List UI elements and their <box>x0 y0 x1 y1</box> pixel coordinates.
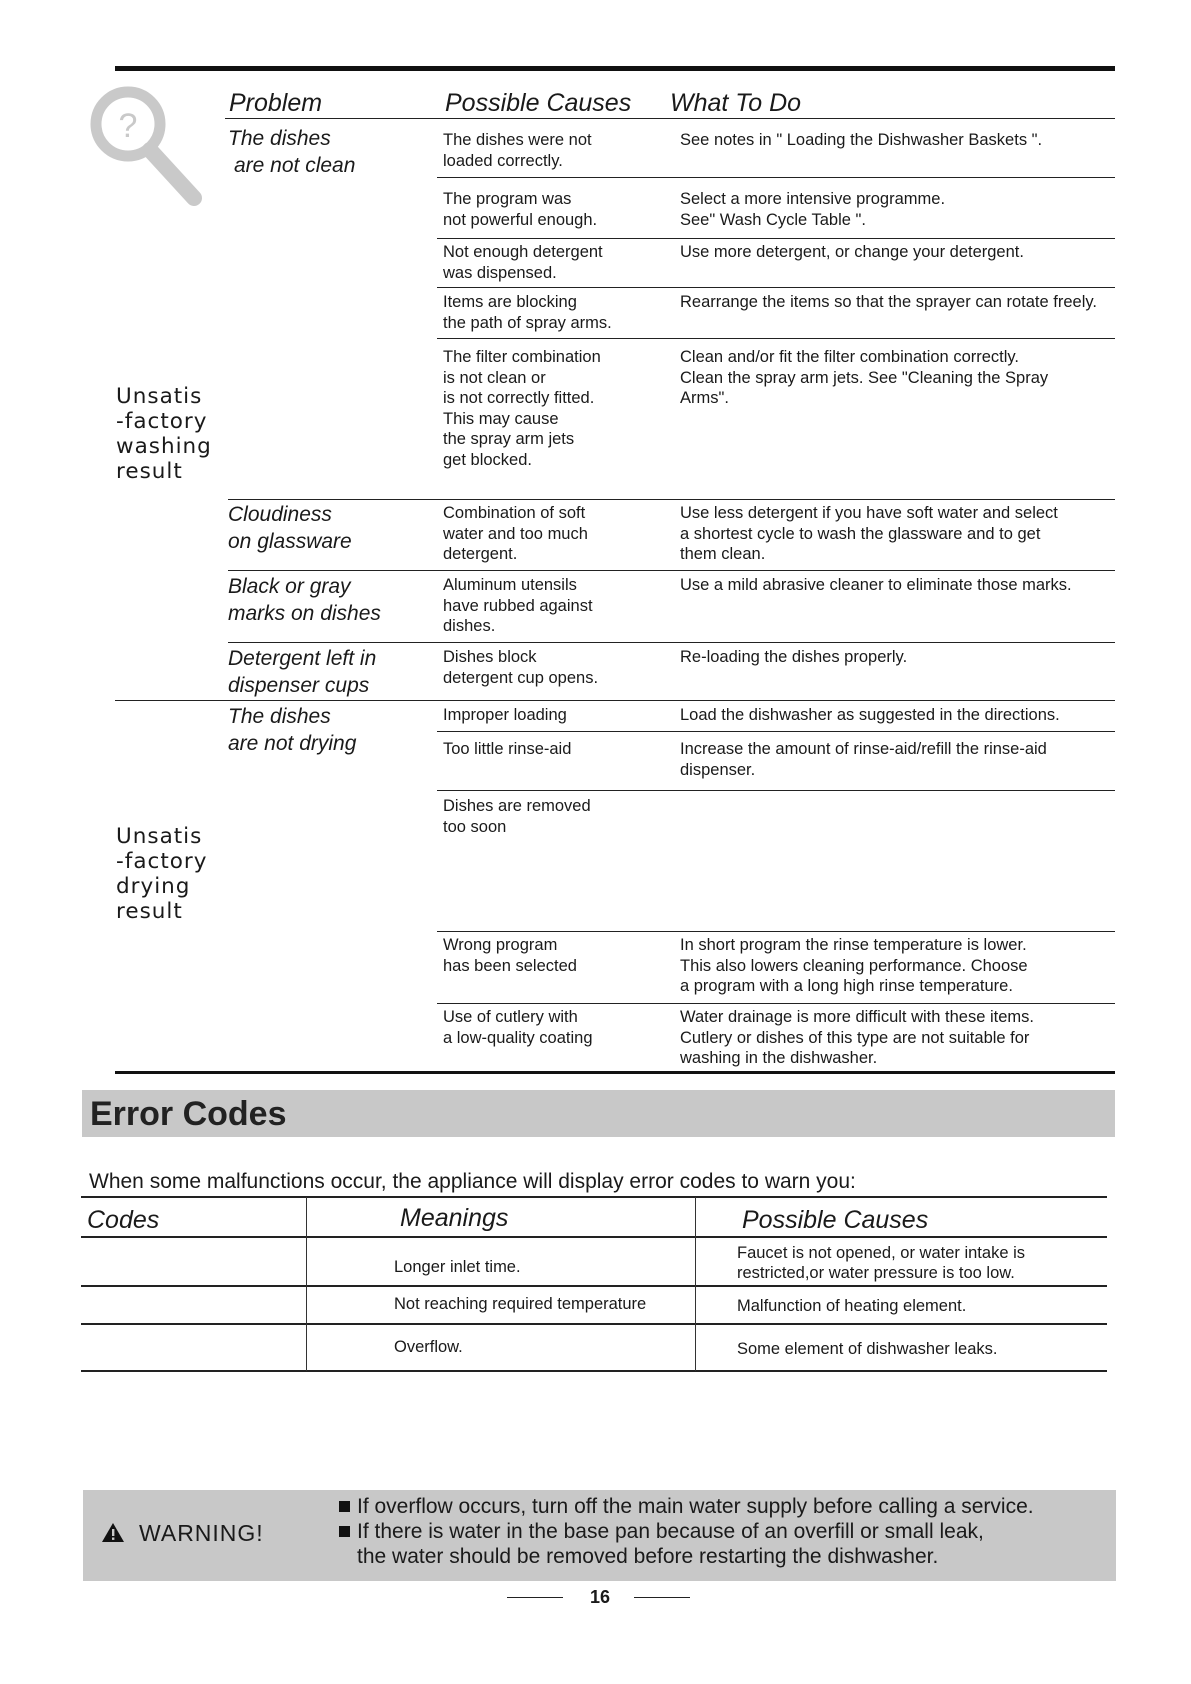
row-divider <box>437 238 1115 239</box>
header-underline <box>225 118 1115 119</box>
cause-cell: Aluminum utensils have rubbed against dishes. <box>443 576 593 635</box>
cause-cell: Improper loading <box>443 706 567 724</box>
todo-cell: See notes in " Loading the Dishwasher Baskets ". <box>680 131 1043 149</box>
cause-cell: Wrong program has been selected <box>443 936 577 975</box>
todo-cell: Select a more intensive programme. See" Wash Cycle Table ". <box>680 190 946 229</box>
section-divider <box>115 700 1115 701</box>
error-cause-cell: Malfunction of heating element. <box>737 1297 967 1315</box>
cause-cell: Combination of soft water and too much detergent. <box>443 504 588 563</box>
magnifier-question-icon <box>88 82 206 208</box>
error-meaning-cell: Not reaching required temperature <box>394 1295 647 1313</box>
top-rule <box>115 66 1115 71</box>
todo-cell: Rearrange the items so that the sprayer can rotate freely. <box>680 293 1097 311</box>
cause-cell: The program was not powerful enough. <box>443 190 598 229</box>
error-meaning-cell: Longer inlet time. <box>394 1258 521 1276</box>
error-cause-cell: Some element of dishwasher leaks. <box>737 1340 998 1358</box>
row-divider <box>228 642 1115 643</box>
cause-cell: The filter combination is not clean or is not correctly fitted. This may cause the spray arm jets get blocked. <box>443 348 601 469</box>
error-col-divider <box>306 1197 307 1371</box>
todo-cell: Re-loading the dishes properly. <box>680 648 908 666</box>
warning-item: the water should be removed before restarting the dishwasher. <box>357 1545 939 1568</box>
category-washing: Unsatis -factory washing result <box>116 384 212 484</box>
error-header-rule <box>81 1236 1107 1238</box>
bottom-rule <box>115 1071 1115 1074</box>
todo-cell: Clean and/or fit the filter combination correctly. Clean the spray arm jets. See "Cleaning the Spray Arms". <box>680 348 1049 407</box>
row-divider <box>437 287 1115 288</box>
cause-cell: The dishes were not loaded correctly. <box>443 131 592 170</box>
row-divider <box>437 177 1115 178</box>
header-meanings: Meanings <box>400 1204 509 1232</box>
error-row-divider <box>81 1323 1107 1325</box>
row-divider <box>437 931 1115 932</box>
error-col-divider <box>695 1197 696 1371</box>
svg-text:?: ? <box>118 107 138 145</box>
error-codes-title: Error Codes <box>90 1095 287 1133</box>
row-divider <box>228 570 1115 571</box>
error-meaning-cell: Overflow. <box>394 1338 463 1356</box>
row-divider <box>437 790 1115 791</box>
cause-cell: Use of cutlery with a low-quality coating <box>443 1008 593 1047</box>
header-what-to-do: What To Do <box>670 89 802 117</box>
warning-label: WARNING! <box>139 1520 264 1546</box>
todo-cell: Increase the amount of rinse-aid/refill the rinse-aid dispenser. <box>680 740 1047 779</box>
error-codes-intro: When some malfunctions occur, the appliance will display error codes to warn you: <box>89 1170 856 1193</box>
page-number: 16 <box>590 1587 611 1607</box>
row-divider <box>228 499 1115 500</box>
todo-cell: Use more detergent, or change your detergent. <box>680 243 1024 261</box>
bullet-square-icon <box>339 1501 350 1512</box>
warning-item: If overflow occurs, turn off the main water supply before calling a service. <box>357 1495 1034 1518</box>
problem-cloudiness: Cloudiness on glassware <box>228 503 352 553</box>
warning-item: If there is water in the base pan because of an overfill or small leak, <box>357 1520 984 1543</box>
header-error-causes: Possible Causes <box>742 1206 929 1234</box>
page-number-rule-right <box>634 1597 690 1598</box>
problem-not-drying: The dishes are not drying <box>228 705 357 755</box>
error-row-divider <box>81 1285 1107 1287</box>
todo-cell: Load the dishwasher as suggested in the directions. <box>680 706 1060 724</box>
bullet-square-icon <box>339 1526 350 1537</box>
todo-cell: Water drainage is more difficult with these items. Cutlery or dishes of this type are not suitable for washing in the dishwasher. <box>680 1008 1034 1067</box>
header-possible-causes: Possible Causes <box>445 89 632 117</box>
cause-cell: Too little rinse-aid <box>443 740 572 758</box>
cause-cell: Not enough detergent was dispensed. <box>443 243 603 282</box>
todo-cell: In short program the rinse temperature is lower. This also lowers cleaning performance. Choose a program with a long high rinse temperature. <box>680 936 1028 995</box>
row-divider <box>437 338 1115 339</box>
cause-cell: Dishes block detergent cup opens. <box>443 648 599 687</box>
cause-cell: Dishes are removed too soon <box>443 797 591 836</box>
problem-detergent-left: Detergent left in dispenser cups <box>228 647 377 697</box>
problem-black-marks: Black or gray marks on dishes <box>228 575 381 625</box>
error-table-top <box>81 1196 1107 1198</box>
error-table-bottom <box>81 1370 1107 1372</box>
warning-triangle-icon <box>101 1522 125 1543</box>
header-codes: Codes <box>87 1206 160 1234</box>
row-divider <box>437 731 1115 732</box>
problem-not-clean: The dishes are not clean <box>228 127 356 177</box>
todo-cell: Use a mild abrasive cleaner to eliminate those marks. <box>680 576 1072 594</box>
row-divider <box>437 1003 1115 1004</box>
page-number-rule-left <box>507 1597 563 1598</box>
cause-cell: Items are blocking the path of spray arms. <box>443 293 612 332</box>
todo-cell: Use less detergent if you have soft water and select a shortest cycle to wash the glassware and to get them clean. <box>680 504 1058 563</box>
error-cause-cell: Faucet is not opened, or water intake is restricted,or water pressure is too low. <box>737 1244 1025 1282</box>
header-problem: Problem <box>229 89 323 117</box>
category-drying: Unsatis -factory drying result <box>116 824 208 924</box>
